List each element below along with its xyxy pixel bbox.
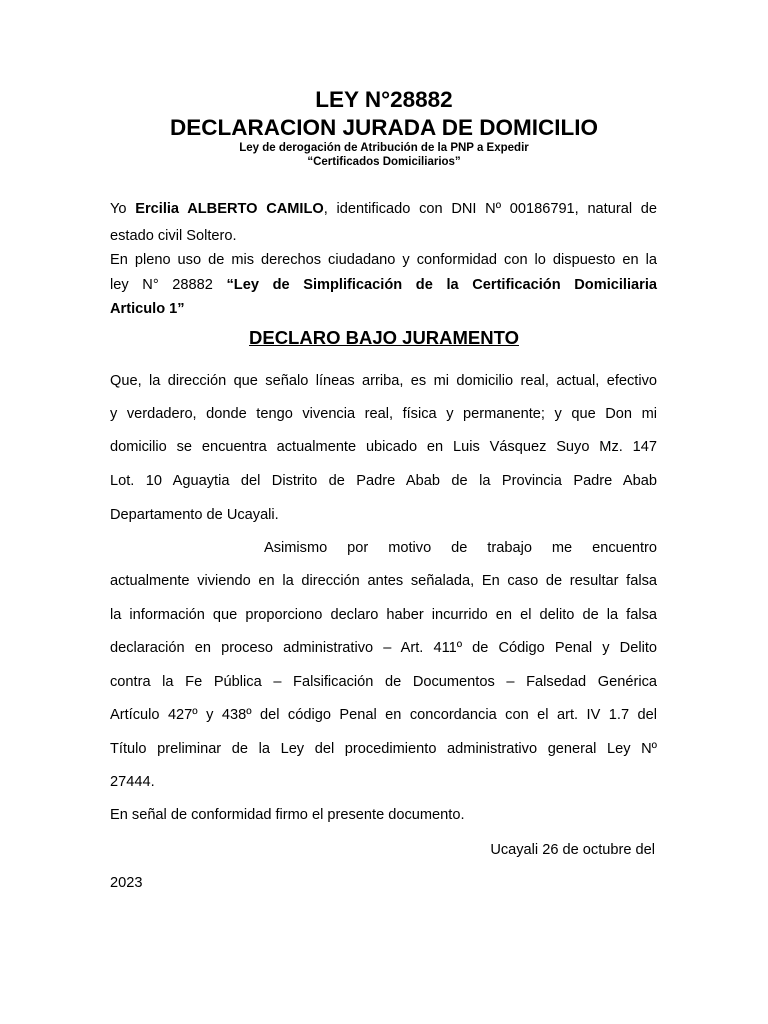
declarant-name: Ercilia ALBERTO CAMILO <box>135 201 324 217</box>
subtitle-line-2: “Certificados Domiciliarios” <box>307 156 461 168</box>
document-title: DECLARACION JURADA DE DOMICILIO <box>170 115 598 140</box>
intro-line-4 <box>110 278 657 293</box>
closing-statement: En señal de conformidad firmo el presente documento. <box>110 807 465 823</box>
declaration-heading <box>0 329 768 348</box>
date-year: 2023 <box>110 875 143 891</box>
paragraph1-line: Departamento de Ucayali. <box>110 507 279 523</box>
paragraph2-line: la información que proporciono declaro haber incurrido en el delito de la falsa <box>110 607 657 623</box>
intro-line-3: En pleno uso de mis derechos ciudadano y conformidad con lo dispuesto en la <box>110 252 657 268</box>
law-name-text: “Ley de Simplificación de la Certificación Domiciliaria <box>226 277 657 293</box>
declaration-heading-text: DECLARO BAJO JURAMENTO <box>249 327 519 348</box>
place-and-date: Ucayali 26 de octubre del <box>490 842 655 858</box>
paragraph2-line: Título preliminar de la Ley del procedimiento administrativo general Ley Nº <box>110 741 657 757</box>
intro-line-5: Articulo 1” <box>110 301 185 317</box>
paragraph1-line: Que, la dirección que señalo líneas arriba, es mi domicilio real, actual, efectivo <box>110 373 657 389</box>
law-number-text: ley N° 28882 <box>110 277 227 293</box>
intro-dni: , identificado con DNI Nº 00186791, natural de <box>323 201 658 217</box>
intro-line-2: estado civil Soltero. <box>110 228 237 244</box>
paragraph2-line: declaración en proceso administrativo – Art. 411º de Código Penal y Delito <box>110 640 657 656</box>
paragraph2-line: contra la Fe Pública – Falsificación de Documentos – Falsedad Genérica <box>110 674 657 690</box>
paragraph2-line: actualmente viviendo en la dirección antes señalada, En caso de resultar falsa <box>110 573 657 589</box>
intro-line-1 <box>110 202 657 217</box>
paragraph1-line: Lot. 10 Aguaytia del Distrito de Padre Abab de la Provincia Padre Abab <box>110 473 657 489</box>
paragraph2-line: Artículo 427º y 438º del código Penal en concordancia con el art. IV 1.7 del <box>110 707 657 723</box>
subtitle-line-1: Ley de derogación de Atribución de la PNP a Expedir <box>239 142 529 154</box>
paragraph1-line: domicilio se encuentra actualmente ubicado en Luis Vásquez Suyo Mz. 147 <box>110 439 657 455</box>
paragraph2-line: 27444. <box>110 774 155 790</box>
law-title: LEY N°28882 <box>315 87 453 112</box>
paragraph1-line: y verdadero, donde tengo vivencia real, física y permanente; y que Don mi <box>110 406 657 422</box>
intro-yo: Yo <box>110 201 136 217</box>
paragraph2-line: Asimismo por motivo de trabajo me encuentro <box>264 540 657 556</box>
